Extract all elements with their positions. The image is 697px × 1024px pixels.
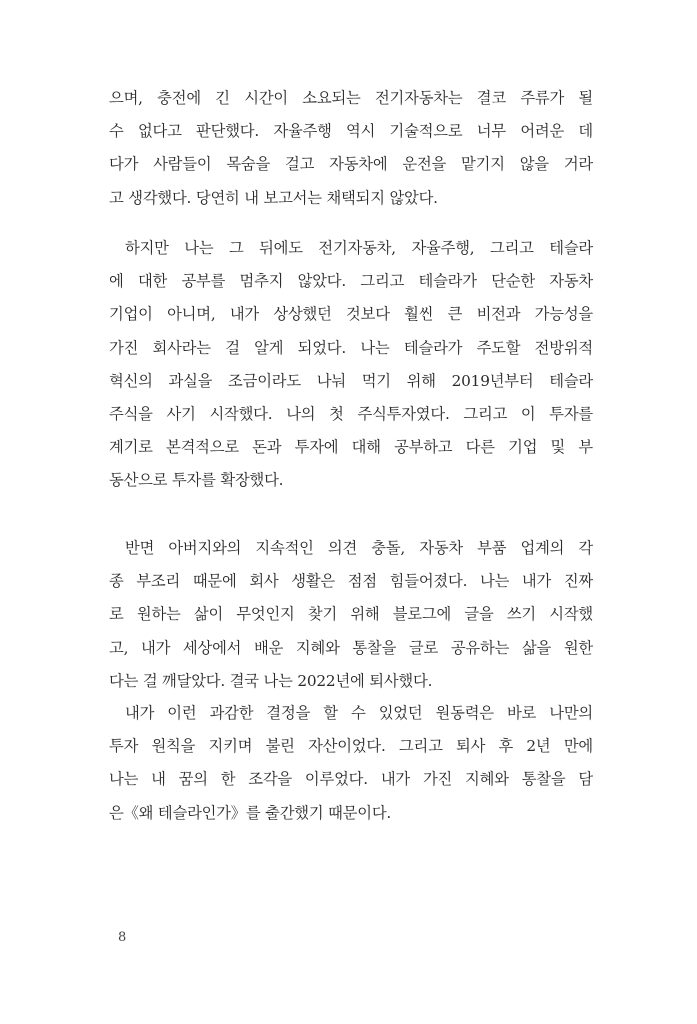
text-line: 고 생각했다. 당연히 내 보고서는 채택되지 않았다.	[109, 188, 438, 207]
text-line: 수 없다고 판단했다. 자율주행 역시 기술적으로 너무 어려운 데	[109, 122, 593, 141]
text-line: 으며, 충전에 긴 시간이 소요되는 전기자동차는 결코 주류가 될	[109, 89, 593, 107]
text-line: 로 원하는 삶이 무엇인지 찾기 위해 블로그에 글을 쓰기 시작했	[109, 605, 593, 624]
text-line: 기업이 아니며, 내가 상상했던 것보다 훨씬 큰 비전과 가능성을	[109, 305, 593, 324]
paragraph-2	[109, 232, 593, 498]
paragraph-1	[109, 82, 593, 215]
text-line: 혁신의 과실을 조금이라도 나눠 먹기 위해 2019년부터 테슬라	[109, 371, 593, 390]
text-line: 반면 아버지와의 지속적인 의견 충돌, 자동차 부품 업계의 각	[125, 539, 593, 557]
text-line: 다는 걸 깨달았다. 결국 나는 2022년에 퇴사했다.	[109, 671, 433, 690]
text-line: 고, 내가 세상에서 배운 지혜와 통찰을 글로 공유하는 삶을 원한	[109, 638, 593, 657]
text-line: 계기로 본격적으로 돈과 투자에 대해 공부하고 다른 기업 및 부	[109, 438, 593, 457]
text-line: 주식을 사기 시작했다. 나의 첫 주식투자였다. 그리고 이 투자를	[109, 404, 593, 423]
paragraph-4	[109, 697, 593, 830]
page-number: 8	[118, 930, 127, 945]
text-line: 동산으로 투자를 확장했다.	[109, 471, 284, 490]
text-line: 은《왜 테슬라인가》를 출간했기 때문이다.	[109, 803, 392, 822]
text-line: 가진 회사라는 걸 알게 되었다. 나는 테슬라가 주도할 전방위적	[109, 338, 593, 357]
text-line: 종 부조리 때문에 회사 생활은 점점 힘들어졌다. 나는 내가 진짜	[109, 572, 593, 591]
text-line: 다가 사람들이 목숨을 걸고 자동차에 운전을 맡기지 않을 거라	[109, 155, 593, 174]
text-line: 에 대한 공부를 멈추지 않았다. 그리고 테슬라가 단순한 자동차	[109, 272, 593, 291]
paragraph-3	[109, 532, 593, 698]
text-line: 내가 이런 과감한 결정을 할 수 있었던 원동력은 바로 나만의	[125, 704, 593, 722]
text-line: 나는 내 꿈의 한 조각을 이루었다. 내가 가진 지혜와 통찰을 담	[109, 770, 593, 789]
text-line: 투자 원칙을 지키며 불린 자산이었다. 그리고 퇴사 후 2년 만에	[109, 737, 593, 756]
text-line: 하지만 나는 그 뒤에도 전기자동차, 자율주행, 그리고 테슬라	[125, 239, 593, 257]
